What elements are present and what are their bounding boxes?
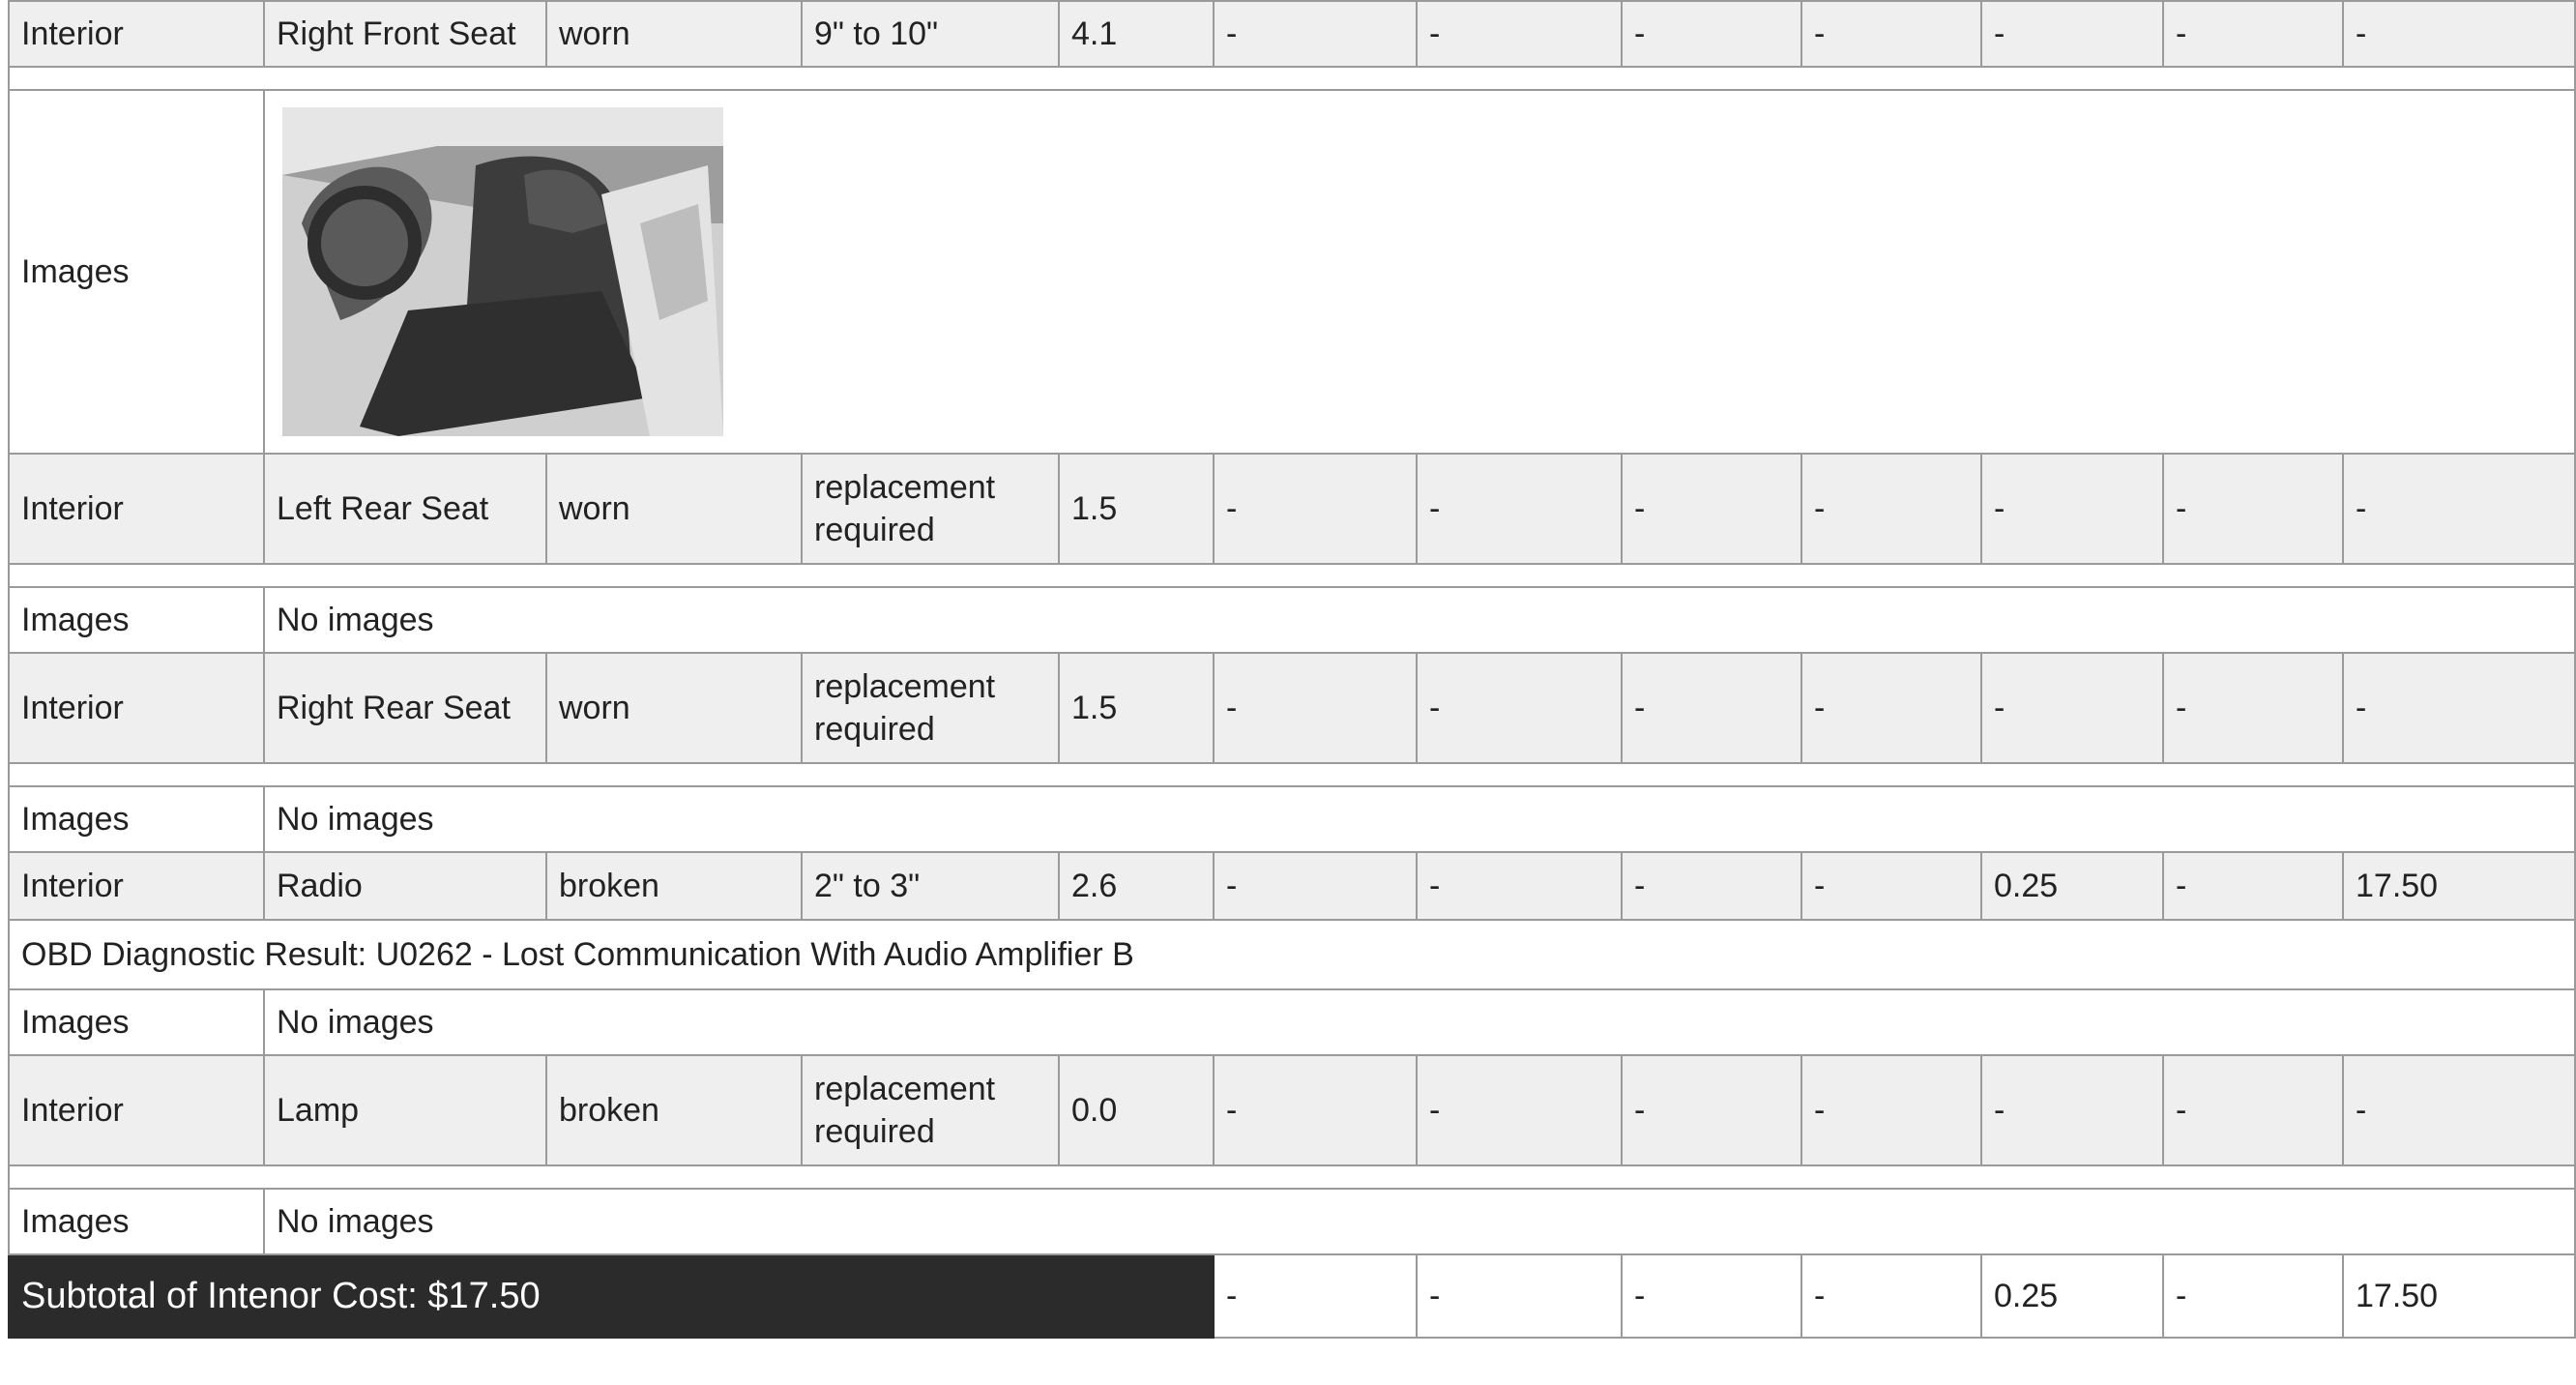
value-cell: - bbox=[1214, 653, 1417, 763]
images-row bbox=[9, 1189, 2575, 1254]
item-cell: Lamp bbox=[264, 1055, 546, 1165]
subtotal-row bbox=[9, 1254, 2575, 1338]
score-cell: 0.0 bbox=[1059, 1055, 1214, 1165]
value-cell: - bbox=[1622, 1, 1801, 67]
images-row bbox=[9, 989, 2575, 1055]
car-interior-photo-icon bbox=[282, 107, 723, 436]
subtotal-value-cell: - bbox=[2163, 1254, 2343, 1338]
subtotal-value-cell: - bbox=[1214, 1254, 1417, 1338]
value-cell: - bbox=[1214, 1, 1417, 67]
value-cell: - bbox=[1801, 454, 1981, 564]
item-cell: Radio bbox=[264, 852, 546, 920]
item-cell: Right Rear Seat bbox=[264, 653, 546, 763]
value-cell: - bbox=[1214, 852, 1417, 920]
value-cell: - bbox=[1417, 1, 1622, 67]
images-row bbox=[9, 587, 2575, 653]
spacer-cell bbox=[9, 564, 2575, 587]
value-cell: - bbox=[1622, 454, 1801, 564]
value-cell: - bbox=[1417, 454, 1622, 564]
interior-inspection-table bbox=[8, 0, 2576, 1339]
value-cell: - bbox=[1981, 653, 2163, 763]
value-cell: - bbox=[1981, 454, 2163, 564]
value-cell: - bbox=[1801, 1055, 1981, 1165]
value-cell: - bbox=[2343, 454, 2575, 564]
value-cell: - bbox=[1214, 1055, 1417, 1165]
score-cell: 1.5 bbox=[1059, 653, 1214, 763]
category-cell: Interior bbox=[9, 653, 264, 763]
value-cell: - bbox=[1801, 653, 1981, 763]
row-spacer bbox=[9, 67, 2575, 90]
subtotal-label: Subtotal of Intenor Cost: $17.50 bbox=[9, 1254, 1214, 1338]
condition-cell: worn bbox=[546, 653, 802, 763]
table-row[interactable] bbox=[9, 653, 2575, 763]
value-cell: - bbox=[1801, 852, 1981, 920]
car-interior-thumbnail[interactable] bbox=[282, 107, 723, 436]
condition-cell: broken bbox=[546, 852, 802, 920]
value-cell: - bbox=[1417, 653, 1622, 763]
no-images-text: No images bbox=[264, 587, 2575, 653]
value-cell: - bbox=[1417, 852, 1622, 920]
obd-diagnostic-result: OBD Diagnostic Result: U0262 - Lost Communication With Audio Amplifier B bbox=[9, 920, 2575, 989]
value-cell: - bbox=[2343, 1055, 2575, 1165]
value-cell: - bbox=[1622, 653, 1801, 763]
value-cell: - bbox=[2163, 852, 2343, 920]
value-cell: - bbox=[2343, 653, 2575, 763]
row-spacer bbox=[9, 564, 2575, 587]
measure-cell: 2" to 3" bbox=[802, 852, 1059, 920]
category-cell: Interior bbox=[9, 852, 264, 920]
value-cell: 0.25 bbox=[1981, 852, 2163, 920]
value-cell: - bbox=[1622, 1055, 1801, 1165]
spacer-cell bbox=[9, 763, 2575, 786]
measure-cell: replacement required bbox=[802, 1055, 1059, 1165]
no-images-text: No images bbox=[264, 1189, 2575, 1254]
value-cell: - bbox=[1622, 852, 1801, 920]
value-cell: - bbox=[1417, 1055, 1622, 1165]
no-images-text: No images bbox=[264, 989, 2575, 1055]
no-images-text: No images bbox=[264, 786, 2575, 852]
item-cell: Left Rear Seat bbox=[264, 454, 546, 564]
table-row[interactable] bbox=[9, 1055, 2575, 1165]
spacer-cell bbox=[9, 1165, 2575, 1189]
obd-note-row bbox=[9, 920, 2575, 989]
category-cell: Interior bbox=[9, 454, 264, 564]
value-cell: - bbox=[1981, 1055, 2163, 1165]
score-cell: 1.5 bbox=[1059, 454, 1214, 564]
measure-cell: replacement required bbox=[802, 454, 1059, 564]
subtotal-value-cell: 0.25 bbox=[1981, 1254, 2163, 1338]
subtotal-value-cell: - bbox=[1417, 1254, 1622, 1338]
subtotal-value-cell: - bbox=[1801, 1254, 1981, 1338]
value-cell: - bbox=[1214, 454, 1417, 564]
images-row bbox=[9, 90, 2575, 454]
images-label: Images bbox=[9, 989, 264, 1055]
value-cell: - bbox=[1981, 1, 2163, 67]
images-label: Images bbox=[9, 90, 264, 454]
subtotal-value-cell: 17.50 bbox=[2343, 1254, 2575, 1338]
item-cell: Right Front Seat bbox=[264, 1, 546, 67]
images-label: Images bbox=[9, 587, 264, 653]
value-cell: - bbox=[2163, 653, 2343, 763]
value-cell: - bbox=[1801, 1, 1981, 67]
images-row bbox=[9, 786, 2575, 852]
spacer-cell bbox=[9, 67, 2575, 90]
images-cell bbox=[264, 90, 2575, 454]
category-cell: Interior bbox=[9, 1, 264, 67]
table-row[interactable] bbox=[9, 1, 2575, 67]
row-spacer bbox=[9, 763, 2575, 786]
images-label: Images bbox=[9, 786, 264, 852]
condition-cell: broken bbox=[546, 1055, 802, 1165]
row-spacer bbox=[9, 1165, 2575, 1189]
condition-cell: worn bbox=[546, 454, 802, 564]
measure-cell: replacement required bbox=[802, 653, 1059, 763]
value-cell: - bbox=[2343, 1, 2575, 67]
score-cell: 2.6 bbox=[1059, 852, 1214, 920]
table-row[interactable] bbox=[9, 852, 2575, 920]
images-label: Images bbox=[9, 1189, 264, 1254]
value-cell: 17.50 bbox=[2343, 852, 2575, 920]
measure-cell: 9" to 10" bbox=[802, 1, 1059, 67]
value-cell: - bbox=[2163, 1, 2343, 67]
table-row[interactable] bbox=[9, 454, 2575, 564]
value-cell: - bbox=[2163, 1055, 2343, 1165]
value-cell: - bbox=[2163, 454, 2343, 564]
condition-cell: worn bbox=[546, 1, 802, 67]
subtotal-value-cell: - bbox=[1622, 1254, 1801, 1338]
score-cell: 4.1 bbox=[1059, 1, 1214, 67]
category-cell: Interior bbox=[9, 1055, 264, 1165]
